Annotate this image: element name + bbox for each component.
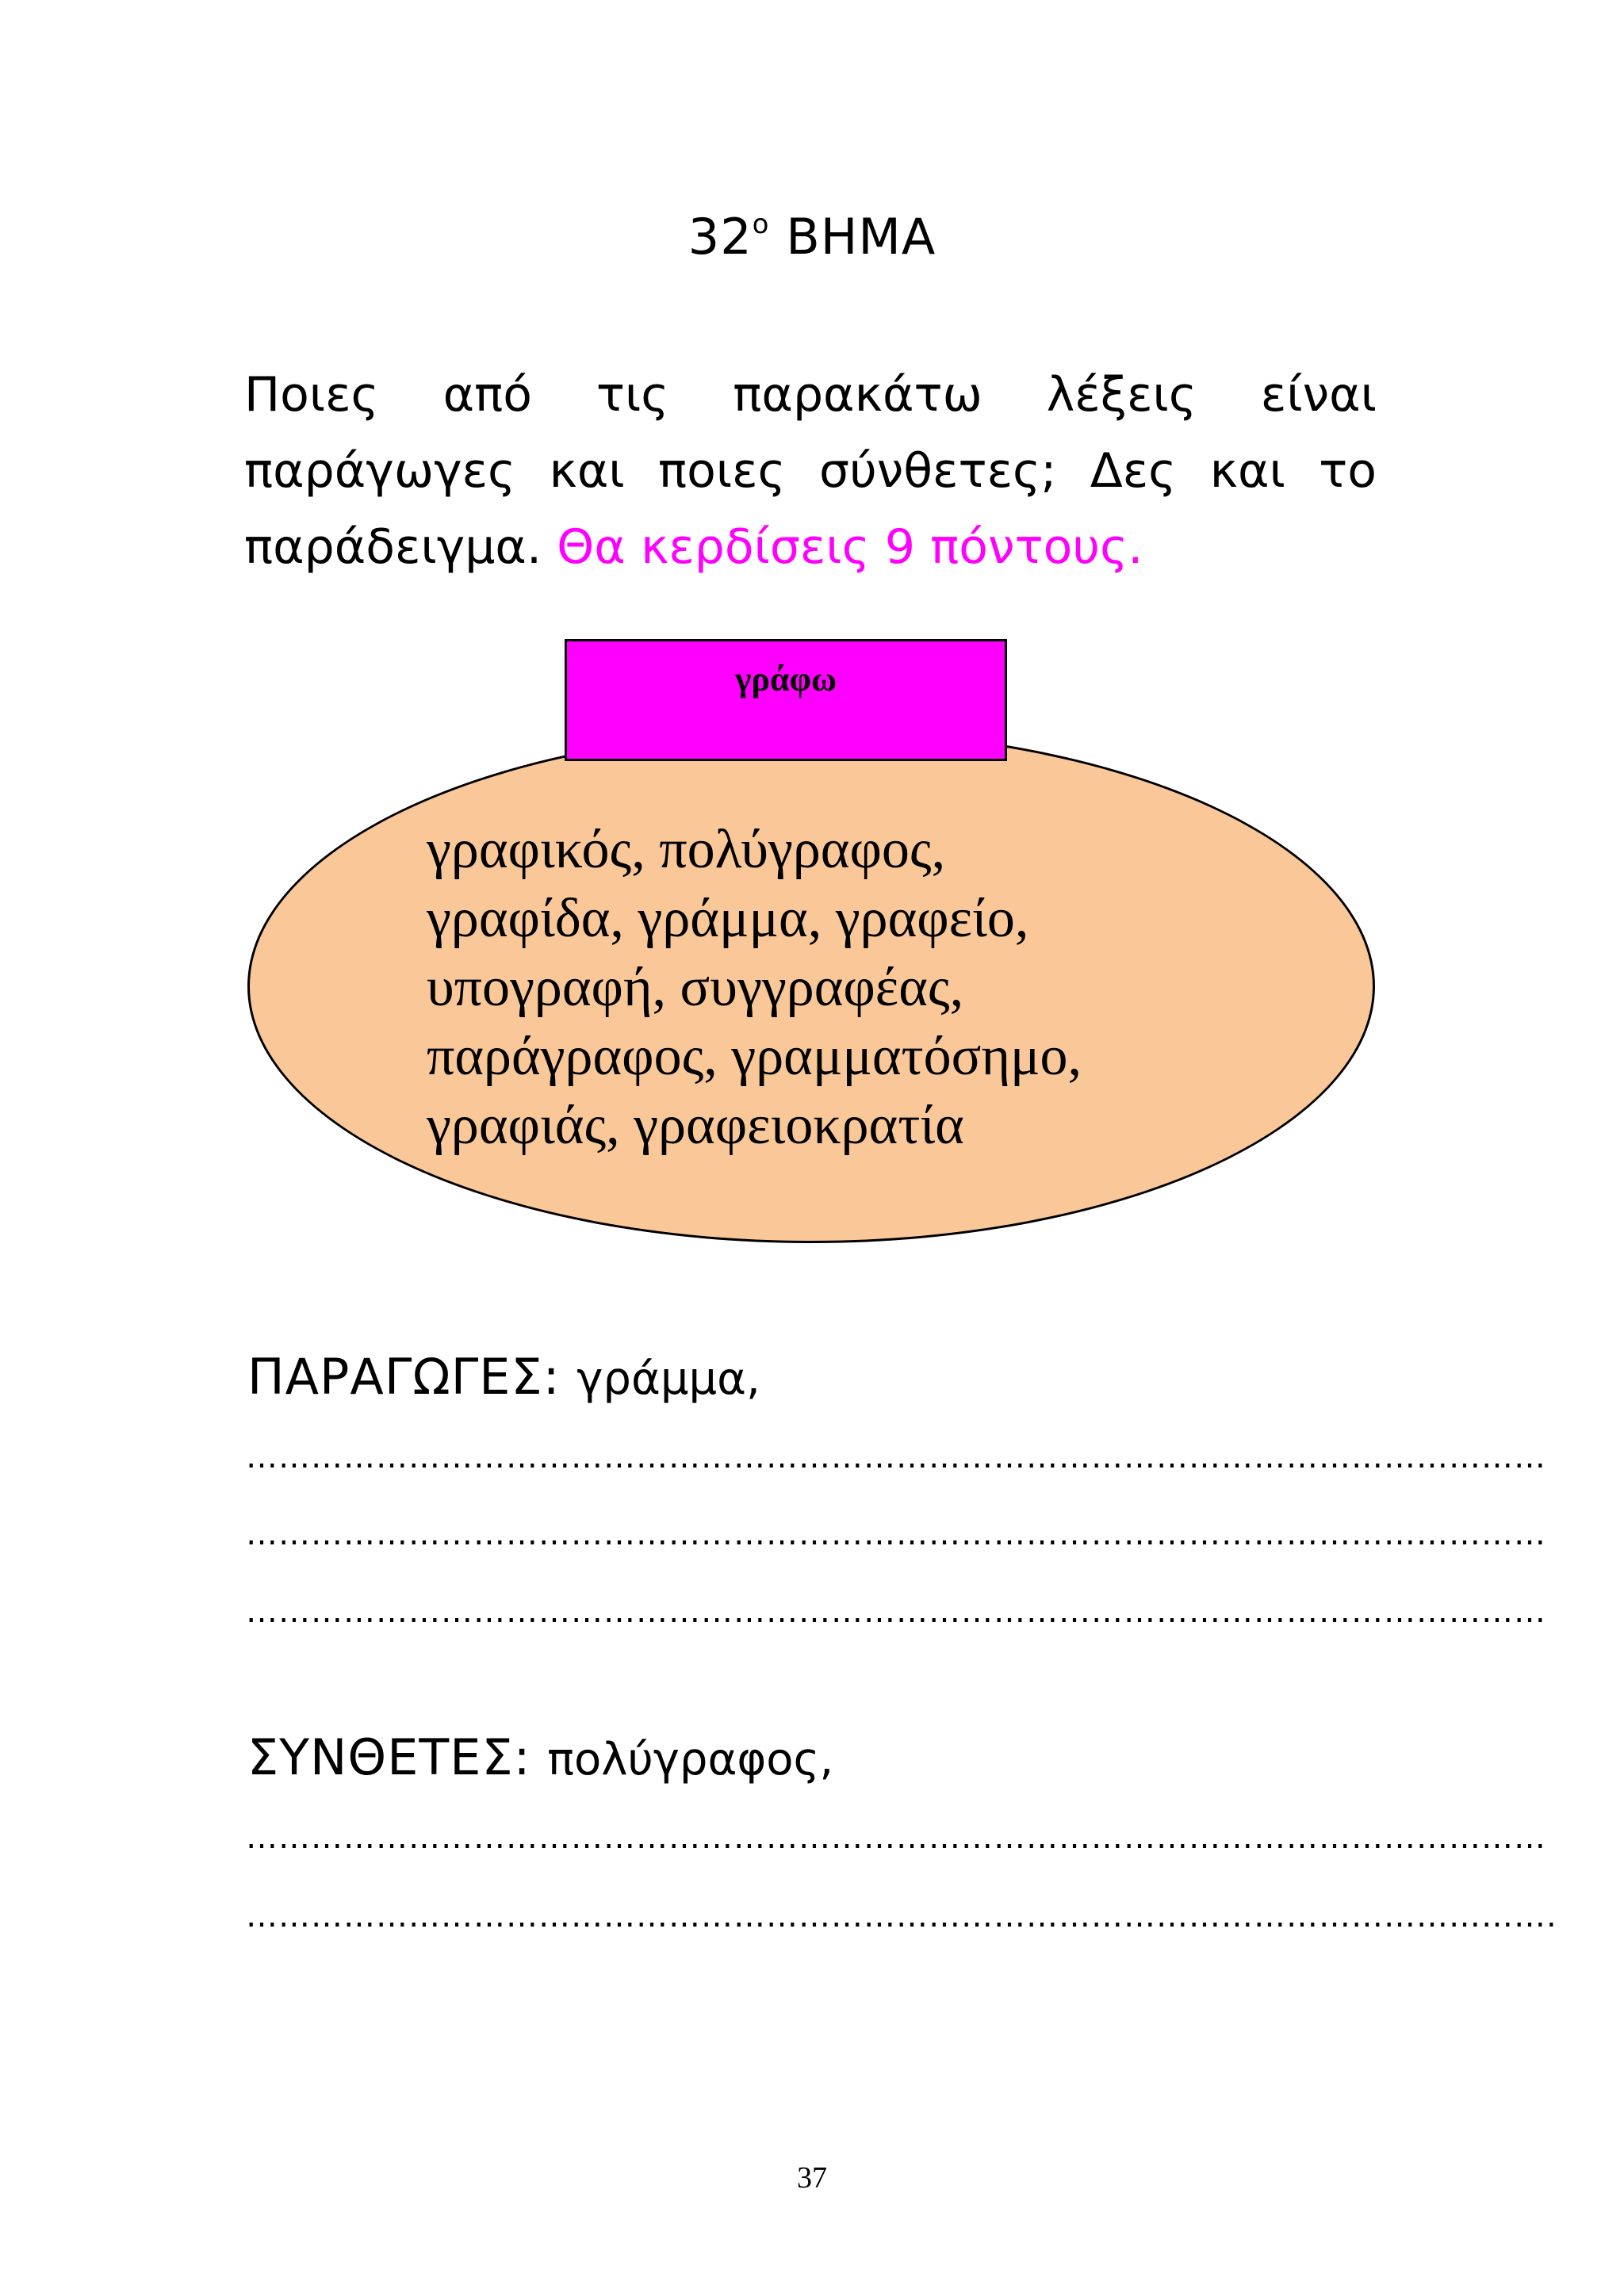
page-title xyxy=(0,208,1624,266)
instructions xyxy=(244,357,1377,585)
derivatives-answer-line[interactable]: ………………………………………………………………………………………………………… xyxy=(246,1594,1546,1630)
points-highlight: Θα κερδίσεις 9 πόντους. xyxy=(557,519,1143,575)
compounds-label: ΣΥΝΘΕΤΕΣ: xyxy=(247,1728,531,1786)
word-list-line: παράγραφος, γραμματόσημο, xyxy=(427,1026,1082,1087)
step-number: 32 xyxy=(688,208,753,266)
instructions-text: Ποιες από τις παρακάτω λέξεις είναι παράγωγες και ποιες σύνθετες; Δες και το παράδειγμα. xyxy=(244,367,1377,575)
word-list-line: γραφίδα, γράμμα, γραφείο, xyxy=(427,888,1029,949)
step-word: ΒΗΜΑ xyxy=(786,208,936,266)
compounds-heading xyxy=(247,1728,833,1786)
derivatives-example: γράμμα, xyxy=(576,1353,760,1405)
derivatives-label: ΠΑΡΑΓΩΓΕΣ: xyxy=(247,1348,561,1406)
page-number: 37 xyxy=(797,2161,827,2195)
derivatives-answer-line[interactable]: ………………………………………………………………………………………………………… xyxy=(246,1516,1546,1552)
compounds-answer-line[interactable]: …………………………………………………………………………………………………………. xyxy=(246,1898,1557,1934)
word-list-line: γραφικός, πολύγραφος, xyxy=(427,819,946,880)
word-list-line: υπογραφή, συγγραφέας, xyxy=(427,957,964,1018)
step-superscript: ο xyxy=(752,209,770,240)
compounds-answer-line[interactable]: ………………………………………………………………………………………………………… xyxy=(246,1820,1546,1856)
word-list xyxy=(427,815,1299,1160)
compounds-example: πολύγραφος, xyxy=(547,1734,834,1785)
derivatives-heading xyxy=(247,1348,760,1406)
derivatives-answer-line[interactable]: ………………………………………………………………………………………………………… xyxy=(246,1439,1546,1475)
root-word: γράφω xyxy=(734,660,837,698)
word-list-line: γραφιάς, γραφειοκρατία xyxy=(427,1095,964,1156)
root-word-box xyxy=(565,639,1007,761)
